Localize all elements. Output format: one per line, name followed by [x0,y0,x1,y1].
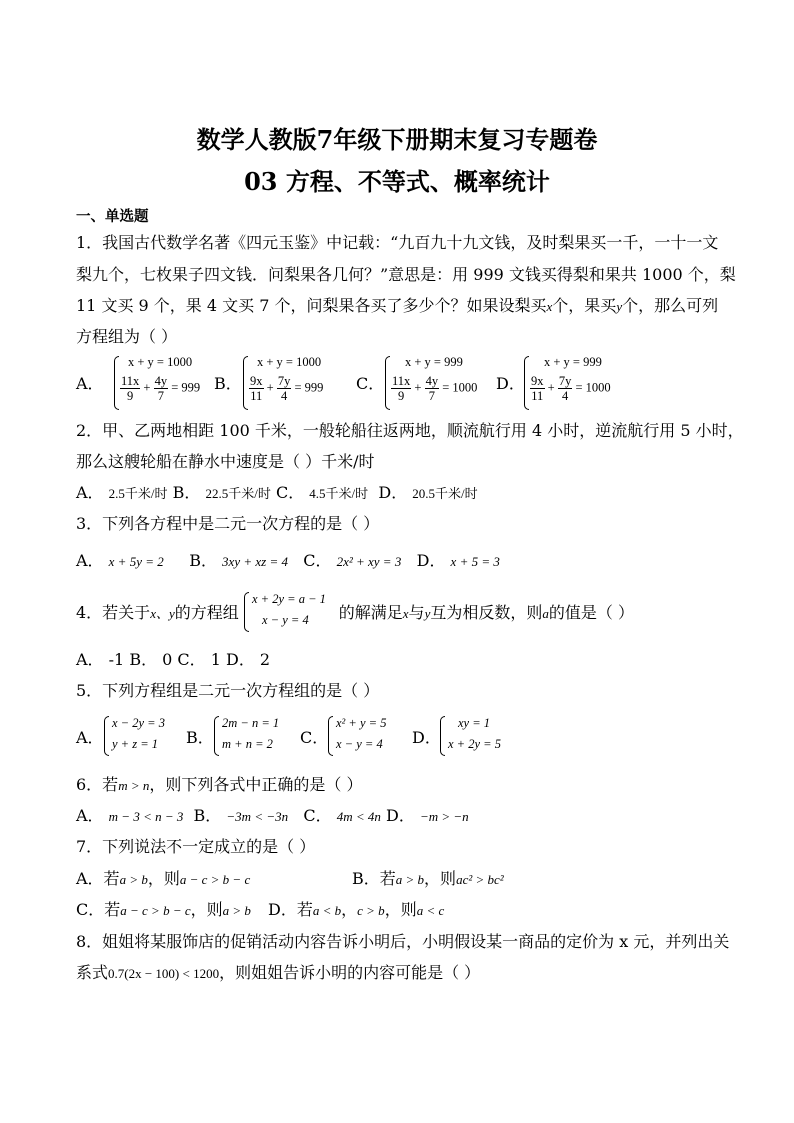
q4-options[interactable]: A． -1 B． 0 C． 1 D． 2 [76,650,271,669]
q1-line1: 1．我国古代数学名著《四元玉鉴》中记载：“九百九十九文钱，及时梨果买一千，一十一文 [76,233,719,252]
q7-option-a[interactable]: A．若a > b，则a − c > b − c [76,869,251,888]
q7-option-d[interactable]: D．若a < b，c > b，则a < c [268,900,445,919]
q4-stem: 4．若关于x、y的方程组 的解满足x与y互为相反数，则a的值是（ ） [76,603,634,622]
q6-options [76,806,469,827]
q7-option-b[interactable]: B．若a > b，则ac² > bc² [352,869,504,888]
q8-line2: 系式0.7(2x − 100) < 1200，则姐姐告诉小明的内容可能是（ ） [76,963,481,982]
q3-option-d[interactable]: D． x + 5 = 3 [416,551,500,570]
q3-option-a[interactable]: A． x + 5y = 2 [76,551,164,570]
page-subtitle: 03 方程、不等式、概率统计 [244,167,550,196]
q1-line3: 11 文买 9 个，果 4 文买 7 个，问梨果各买了多少个？如果设梨买x个，果买y个，那么可列 [76,296,719,315]
q4-eq1: x + 2y = a − 1 [252,592,326,606]
section-heading: 一、单选题 [76,208,149,225]
page-title: 数学人教版7年级下册期末复习专题卷 [196,125,598,154]
q2-line2: 那么这艘轮船在静水中速度是（ ）千米/时 [76,452,375,471]
q2-line1: 2．甲、乙两地相距 100 千米，一般轮船往返两地，顺流航行用 4 小时，逆流航行用 5 小时， [76,421,744,440]
q3-options [76,551,500,572]
q1-line2: 梨九个，七枚果子四文钱．问梨果各几何？”意思是：用 999 文钱买得梨和果共 1000 个，梨 [76,265,736,284]
q7-option-c[interactable]: C．若a − c > b − c，则a > b [76,900,251,919]
q3-line1: 3．下列各方程中是二元一次方程的是（ ） [76,514,380,533]
q5-line1: 5．下列方程组是二元一次方程组的是（ ） [76,681,380,700]
q7-line1: 7．下列说法不一定成立的是（ ） [76,837,316,856]
q4-system-brace [244,592,249,632]
q6-option-a[interactable]: A． m − 3 < n − 3 [76,806,184,825]
q2-option-a[interactable]: A． 2.5千米/时 [76,483,168,502]
q3-option-c[interactable]: C． 2x² + xy = 3 [303,551,402,570]
q4-eq2: x − y = 4 [262,613,309,627]
q2-option-d[interactable]: D． 20.5千米/时 [378,483,478,502]
q2-options [76,483,478,504]
q6-option-c[interactable]: C． 4m < 4n [303,806,381,825]
q2-option-c[interactable]: C． 4.5千米/时 [275,483,369,502]
q6-stem: 6．若m > n，则下列各式中正确的是（ ） [76,775,363,794]
q8-line1: 8．姐姐将某服饰店的促销活动内容告诉小明后，小明假设某一商品的定价为 x 元，并列出关 [76,932,730,951]
q1-line4: 方程组为（ ） [76,327,178,346]
q2-option-b[interactable]: B． 22.5千米/时 [172,483,271,502]
q6-option-d[interactable]: D． −m > −n [386,806,469,825]
q3-option-b[interactable]: B． 3xy + xz = 4 [189,551,288,570]
q6-option-b[interactable]: B． −3m < −3n [193,806,289,825]
